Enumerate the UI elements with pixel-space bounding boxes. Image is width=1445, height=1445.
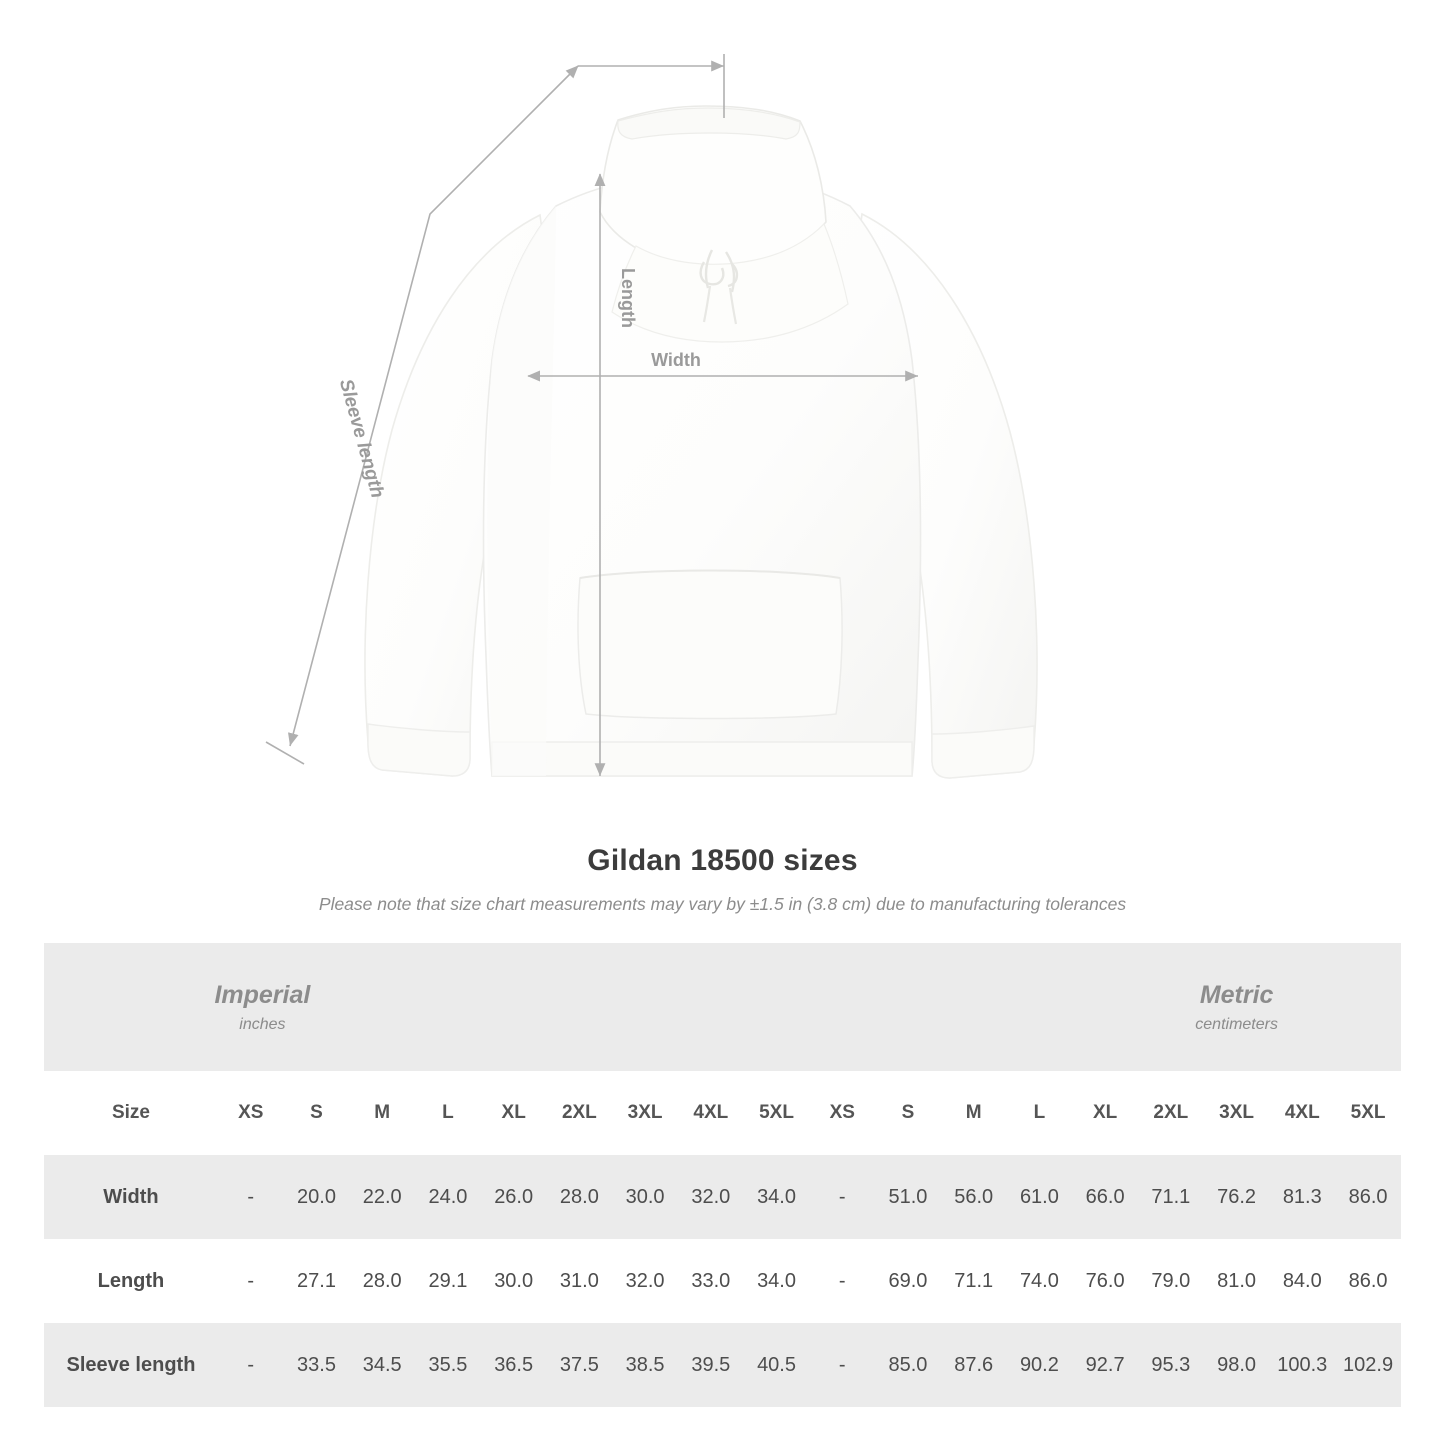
cell-length-imperial-m: 28.0 [349, 1239, 415, 1323]
size-header-metric-5xl: 5XL [1335, 1071, 1401, 1155]
cell-length-metric-2xl: 79.0 [1138, 1239, 1204, 1323]
cell-length-imperial-l: 29.1 [415, 1239, 481, 1323]
cell-sleeve-imperial-l: 35.5 [415, 1323, 481, 1407]
length-label: Length [618, 268, 638, 328]
size-header-imperial-4xl: 4XL [678, 1071, 744, 1155]
table-row [44, 1323, 1401, 1407]
size-header-metric-xs: XS [809, 1071, 875, 1155]
cell-width-imperial-m: 22.0 [349, 1155, 415, 1239]
cell-length-imperial-5xl: 34.0 [744, 1239, 810, 1323]
cell-width-imperial-s: 20.0 [284, 1155, 350, 1239]
size-header-imperial-2xl: 2XL [547, 1071, 613, 1155]
cell-width-metric-4xl: 81.3 [1269, 1155, 1335, 1239]
cell-width-imperial-2xl: 28.0 [547, 1155, 613, 1239]
cell-length-metric-s: 69.0 [875, 1239, 941, 1323]
cell-width-metric-xl: 66.0 [1072, 1155, 1138, 1239]
cell-sleeve-imperial-4xl: 39.5 [678, 1323, 744, 1407]
cell-width-metric-l: 61.0 [1007, 1155, 1073, 1239]
size-header-label: Size [44, 1071, 218, 1155]
cell-length-imperial-xl: 30.0 [481, 1239, 547, 1323]
cell-width-metric-s: 51.0 [875, 1155, 941, 1239]
cell-width-imperial-xs: - [218, 1155, 284, 1239]
size-header-metric-m: M [941, 1071, 1007, 1155]
size-table-wrapper [44, 943, 1401, 1407]
tolerance-note: Please note that size chart measurements may vary by ±1.5 in (3.8 cm) due to manufacturing tolerances [318, 894, 1127, 914]
cell-width-metric-m: 56.0 [941, 1155, 1007, 1239]
size-header-imperial-3xl: 3XL [612, 1071, 678, 1155]
row-label-width: Width [44, 1155, 218, 1239]
cell-length-metric-m: 71.1 [941, 1239, 1007, 1323]
size-header-metric-3xl: 3XL [1204, 1071, 1270, 1155]
cell-length-metric-3xl: 81.0 [1204, 1239, 1270, 1323]
cell-length-metric-xs: - [809, 1239, 875, 1323]
unit-group-metric-sub: centimeters [1195, 1015, 1278, 1033]
cell-width-imperial-4xl: 32.0 [678, 1155, 744, 1239]
cell-sleeve-imperial-s: 33.5 [284, 1323, 350, 1407]
size-header-metric-xl: XL [1072, 1071, 1138, 1155]
cell-sleeve-imperial-m: 34.5 [349, 1323, 415, 1407]
cell-sleeve-metric-5xl: 102.9 [1335, 1323, 1401, 1407]
size-header-imperial-xs: XS [218, 1071, 284, 1155]
unit-group-imperial [44, 943, 481, 1071]
cell-sleeve-imperial-5xl: 40.5 [744, 1323, 810, 1407]
cell-length-imperial-3xl: 32.0 [612, 1239, 678, 1323]
cell-sleeve-metric-m: 87.6 [941, 1323, 1007, 1407]
cell-width-imperial-l: 24.0 [415, 1155, 481, 1239]
unit-group-metric-name: Metric [1199, 981, 1274, 1010]
unit-group-imperial-pad [481, 943, 810, 1071]
cell-sleeve-imperial-xl: 36.5 [481, 1323, 547, 1407]
sleeve-length-label: Sleeve length [334, 376, 388, 501]
cell-length-imperial-4xl: 33.0 [678, 1239, 744, 1323]
size-header-imperial-5xl: 5XL [744, 1071, 810, 1155]
table-row [44, 1239, 1401, 1323]
cell-length-metric-xl: 76.0 [1072, 1239, 1138, 1323]
cell-length-metric-5xl: 86.0 [1335, 1239, 1401, 1323]
row-label-length: Length [44, 1239, 218, 1323]
size-header-imperial-l: L [415, 1071, 481, 1155]
size-header-imperial-xl: XL [481, 1071, 547, 1155]
cell-width-metric-xs: - [809, 1155, 875, 1239]
size-header-imperial-s: S [284, 1071, 350, 1155]
size-header-imperial-m: M [349, 1071, 415, 1155]
unit-header-row [44, 943, 1401, 1071]
size-header-metric-2xl: 2XL [1138, 1071, 1204, 1155]
cell-length-imperial-2xl: 31.0 [547, 1239, 613, 1323]
size-header-metric-l: L [1007, 1071, 1073, 1155]
unit-group-metric [1072, 943, 1401, 1071]
cell-sleeve-imperial-3xl: 38.5 [612, 1323, 678, 1407]
cell-length-metric-l: 74.0 [1007, 1239, 1073, 1323]
cell-length-metric-4xl: 84.0 [1269, 1239, 1335, 1323]
cell-sleeve-metric-4xl: 100.3 [1269, 1323, 1335, 1407]
unit-group-metric-pad [809, 943, 1072, 1071]
cell-width-imperial-5xl: 34.0 [744, 1155, 810, 1239]
cell-length-imperial-xs: - [218, 1239, 284, 1323]
cell-width-metric-2xl: 71.1 [1138, 1155, 1204, 1239]
unit-group-imperial-name: Imperial [214, 981, 311, 1010]
cell-sleeve-metric-xs: - [809, 1323, 875, 1407]
table-row [44, 1155, 1401, 1239]
size-header-row [44, 1071, 1401, 1155]
cell-sleeve-metric-2xl: 95.3 [1138, 1323, 1204, 1407]
page-title: Gildan 18500 sizes [587, 844, 858, 877]
cell-sleeve-metric-3xl: 98.0 [1204, 1323, 1270, 1407]
cell-length-imperial-s: 27.1 [284, 1239, 350, 1323]
cell-sleeve-metric-l: 90.2 [1007, 1323, 1073, 1407]
size-table [44, 943, 1401, 1407]
cell-width-imperial-3xl: 30.0 [612, 1155, 678, 1239]
hoodie-shape [365, 106, 1037, 778]
cell-width-metric-3xl: 76.2 [1204, 1155, 1270, 1239]
cell-sleeve-metric-xl: 92.7 [1072, 1323, 1138, 1407]
width-label: Width [651, 350, 701, 370]
cell-width-imperial-xl: 26.0 [481, 1155, 547, 1239]
size-header-metric-s: S [875, 1071, 941, 1155]
row-label-sleeve-length: Sleeve length [44, 1323, 218, 1407]
unit-group-imperial-sub: inches [239, 1015, 286, 1033]
cell-width-metric-5xl: 86.0 [1335, 1155, 1401, 1239]
cell-sleeve-imperial-xs: - [218, 1323, 284, 1407]
cell-sleeve-metric-s: 85.0 [875, 1323, 941, 1407]
cell-sleeve-imperial-2xl: 37.5 [547, 1323, 613, 1407]
size-header-metric-4xl: 4XL [1269, 1071, 1335, 1155]
